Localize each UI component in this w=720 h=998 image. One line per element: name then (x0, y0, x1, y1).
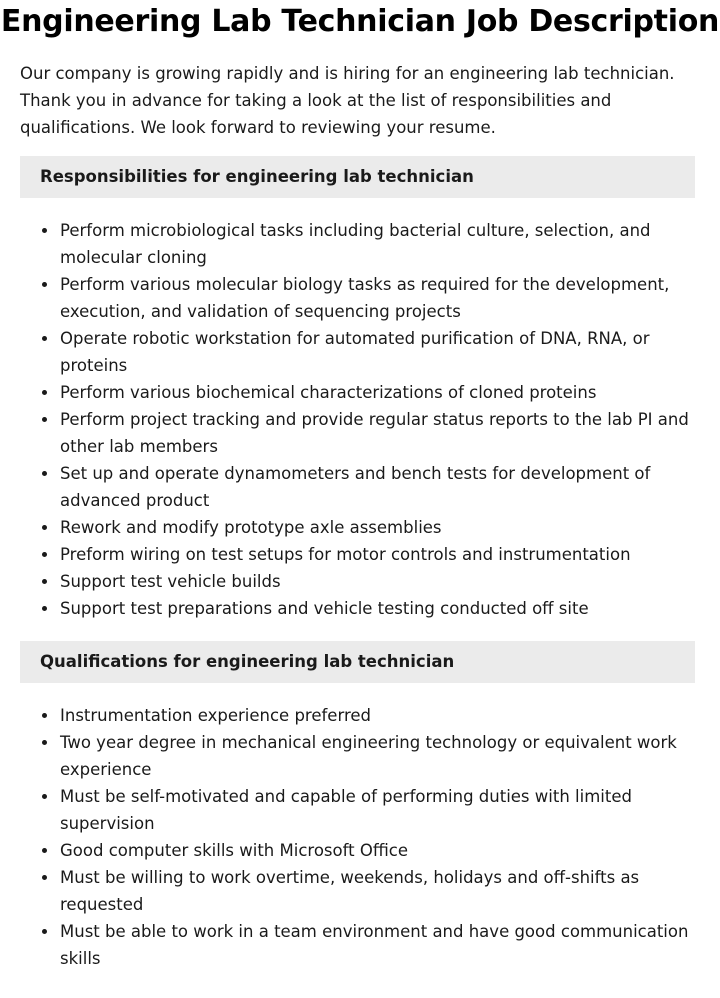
qualifications-heading: Qualifications for engineering lab technician (20, 641, 695, 683)
responsibility-item: Support test vehicle builds (60, 568, 700, 595)
qualification-item: Two year degree in mechanical engineering technology or equivalent work experience (60, 729, 700, 783)
qualification-item: Must be self-motivated and capable of performing duties with limited supervision (60, 783, 700, 837)
responsibility-item: Perform project tracking and provide regular status reports to the lab PI and other lab members (60, 406, 700, 460)
qualification-item: Must be able to work in a team environment and have good communication skills (60, 918, 700, 972)
responsibilities-heading: Responsibilities for engineering lab technician (20, 156, 695, 198)
responsibility-item: Perform various biochemical characterizations of cloned proteins (60, 379, 700, 406)
responsibility-item: Perform various molecular biology tasks as required for the development, execution, and validation of sequencing projects (60, 271, 700, 325)
responsibility-item: Perform microbiological tasks including bacterial culture, selection, and molecular cloning (60, 217, 700, 271)
qualifications-list (20, 702, 700, 972)
responsibility-item: Operate robotic workstation for automated purification of DNA, RNA, or proteins (60, 325, 700, 379)
intro-paragraph: Our company is growing rapidly and is hiring for an engineering lab technician. Thank you in advance for taking a look at the list of responsibilities and qualifications. We look forward to reviewing your resume. (20, 64, 675, 137)
responsibility-item: Set up and operate dynamometers and bench tests for development of advanced product (60, 460, 700, 514)
qualification-item: Must be willing to work overtime, weekends, holidays and off-shifts as requested (60, 864, 700, 918)
responsibility-item: Support test preparations and vehicle testing conducted off site (60, 595, 700, 622)
responsibilities-list (20, 217, 700, 622)
page-title: Engineering Lab Technician Job Description (0, 4, 720, 39)
responsibility-item: Rework and modify prototype axle assemblies (60, 514, 700, 541)
responsibility-item: Preform wiring on test setups for motor controls and instrumentation (60, 541, 700, 568)
qualification-item: Good computer skills with Microsoft Office (60, 837, 700, 864)
qualification-item: Instrumentation experience preferred (60, 702, 700, 729)
